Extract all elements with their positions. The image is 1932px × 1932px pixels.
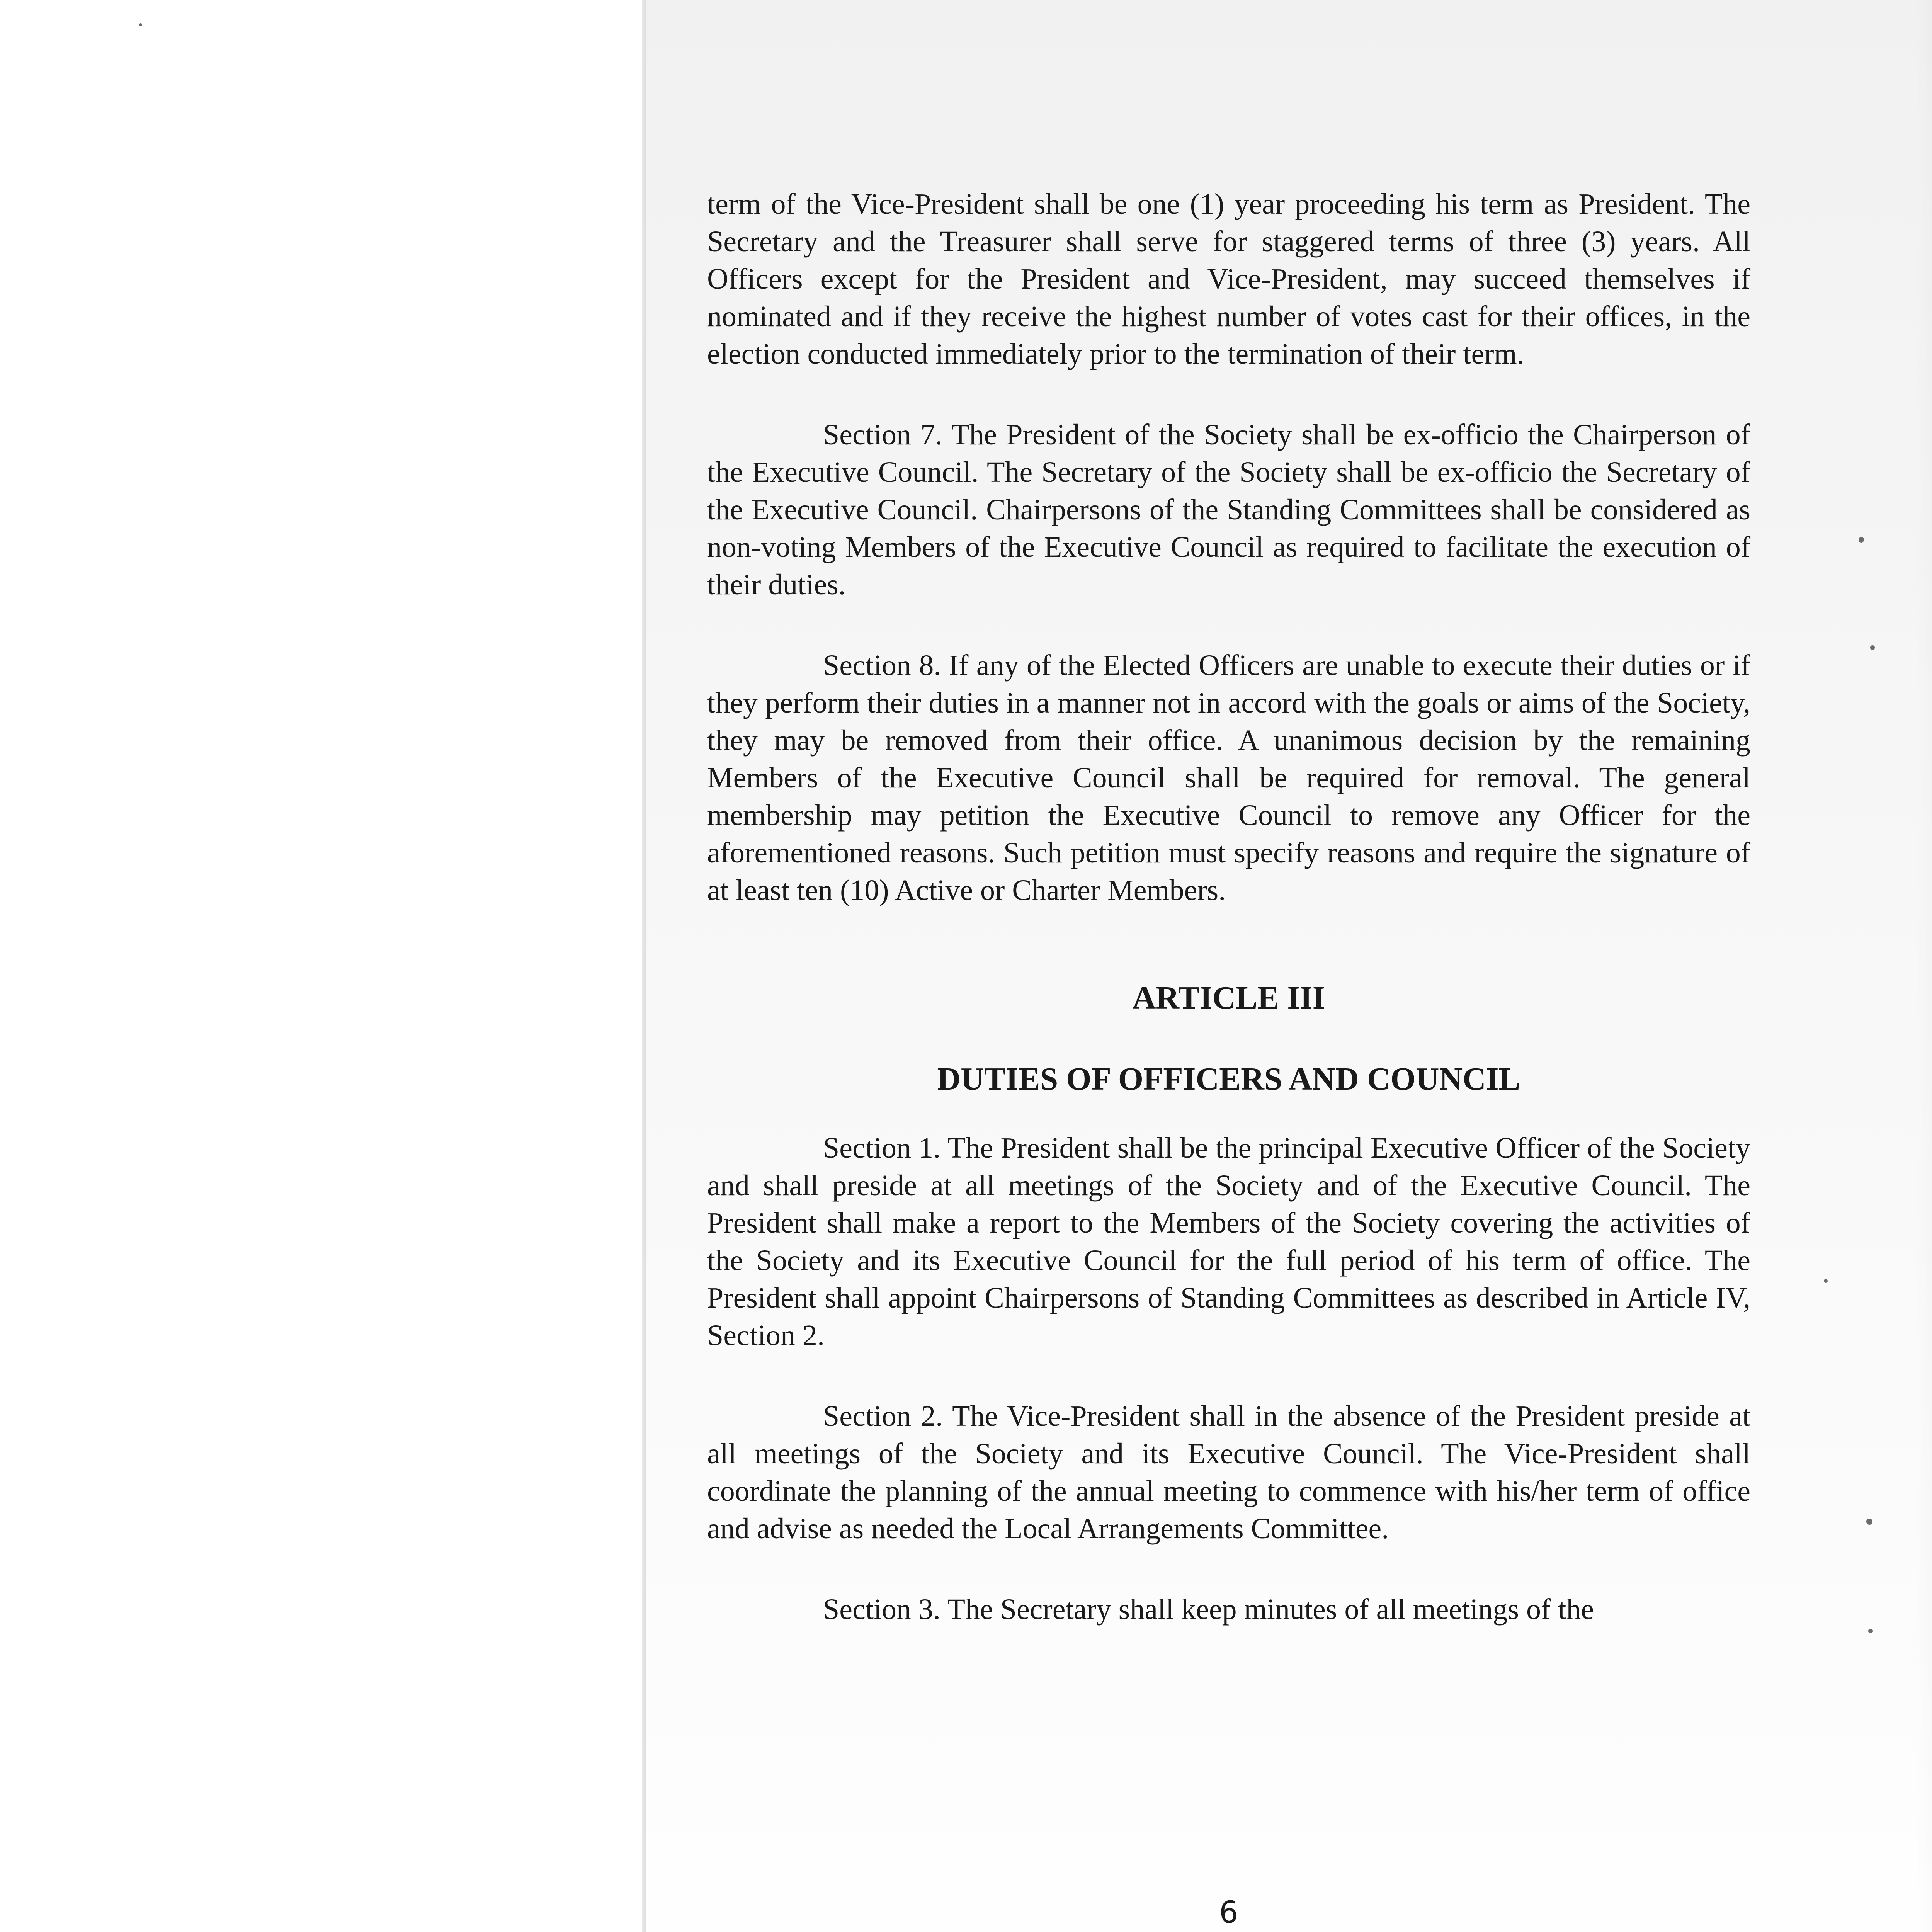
page-right-shadow [1917, 0, 1932, 1932]
paragraph-gap [707, 1354, 1750, 1398]
paragraph-section-2: Section 2. The Vice-President shall in the absence of the President preside at all meetings of the Society and its Executive Council. The Vice-President shall coordinate the planning of the annual meeting to commence with his/her term of office and advise as needed the Local Arrangements Committee. [707, 1400, 1750, 1545]
paragraph-term-of-officers: term of the Vice-President shall be one (1) year proceeding his term as President. The Secretary and the Treasurer shall serve for staggered terms of three (3) years. All Officers except for the President and Vice-President, may succeed themselves if nominated and if they receive the highest number of votes cast for their offices, in the election conducted immediately prior to the termination of their term. [707, 188, 1750, 370]
scan-speck [1859, 537, 1864, 543]
paragraph-gap [707, 909, 1750, 979]
paragraph-gap [707, 1548, 1750, 1591]
scan-speck [1824, 1279, 1828, 1283]
scan-speck [1868, 1629, 1873, 1633]
scan-speck [1866, 1519, 1872, 1525]
heading-gap [707, 1017, 1750, 1060]
heading-gap [707, 1099, 1750, 1129]
scan-speck [1870, 645, 1875, 650]
paragraph-section-1: Section 1. The President shall be the principal Executive Officer of the Society and shall preside at all meetings of the Society and of the Executive Council. The President shall make a report to the Members of the Society covering the activities of the Society and its Executive Council for the full period of his term of office. The President shall appoint Chairpersons of Standing Committees as described in Article IV, Section 2. [707, 1132, 1750, 1352]
paragraph-section-3: Section 3. The Secretary shall keep minutes of all meetings of the [823, 1593, 1594, 1626]
page-number: 6 [1219, 1895, 1238, 1930]
paragraph-section-8: Section 8. If any of the Elected Officers are unable to execute their duties or if they perform their duties in a manner not in accord with the goals or aims of the Society, they may be removed from their office. A unanimous decision by the remaining Members of the Executive Council shall be required for removal. The general membership may petition the Executive Council to remove any Officer for the aforementioned reasons. Such petition must specify reasons and require the signature of at least ten (10) Active or Charter Members. [707, 649, 1750, 906]
paragraph-gap [707, 604, 1750, 647]
paragraph-section-7: Section 7. The President of the Society shall be ex-officio the Chairperson of the Executive Council. The Secretary of the Society shall be ex-officio the Secretary of the Executive Council. Chairpersons of the Standing Committees shall be considered as non-voting Members of the Executive Council as required to facilitate the execution of their duties. [707, 418, 1750, 601]
scan-speck [139, 23, 142, 26]
article-heading: ARTICLE III [1132, 980, 1325, 1016]
page-left-edge [642, 0, 646, 1932]
paragraph-gap [707, 373, 1750, 416]
article-title: DUTIES OF OFFICERS AND COUNCIL [937, 1061, 1520, 1097]
document-body [707, 185, 1750, 1628]
